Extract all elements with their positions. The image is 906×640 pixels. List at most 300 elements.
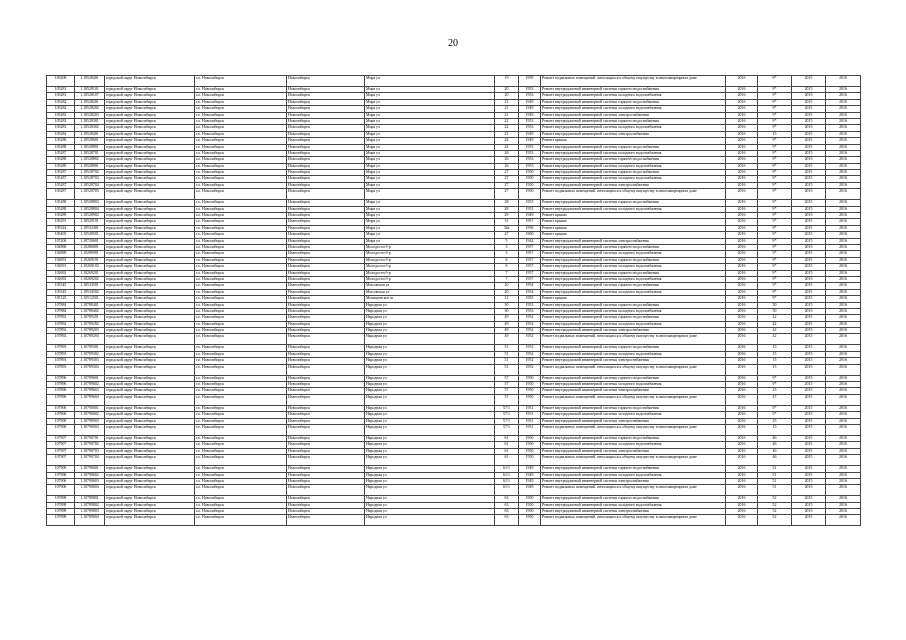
cell-built-year: 1957 [519,219,541,225]
cell-street: Мира ул [365,182,495,188]
cell-street: Мира ул [365,106,495,112]
cell-mark: 9* [758,200,792,206]
cell-work-type: Ремонт внутридомовой инженерной системы холодного водоснабжения [541,93,726,99]
cell-built-year: 1950 [519,502,541,508]
cell-street: Народная ул [365,502,495,508]
cell-id: 105282 [47,106,75,112]
cell-plan-year: 2016 [726,478,758,484]
cell-street: Мира ул [365,238,495,244]
cell-house: 63 [495,502,519,508]
cell-year-end: 2016 [826,296,861,302]
cell-code: 1.10789202 [75,321,105,327]
cell-year-end: 2016 [826,150,861,156]
cell-plan-year: 2016 [726,182,758,188]
cell-street: Народная ул [365,472,495,478]
cell-plan-year: 2016 [726,424,758,435]
cell-locality: Новосибирск [287,118,365,124]
cell-code: 1.10789603 [75,388,105,394]
cell-house: 49 [495,328,519,334]
cell-locality: Новосибирск [287,244,365,250]
cell-plan-year: 2016 [726,93,758,99]
cell-mark: 15 [758,364,792,375]
cell-year-start: 2015 [792,118,826,124]
cell-district: городской округ Новосибирск [105,334,195,345]
cell-built-year: 1952 [519,315,541,321]
cell-plan-year: 2016 [726,163,758,169]
cell-id: 105283 [47,125,75,131]
cell-year-start: 2015 [792,87,826,93]
cell-code: 1.10790601 [75,466,105,472]
cell-year-end: 2016 [826,244,861,250]
cell-built-year: 1944 [519,238,541,244]
cell-plan-year: 2016 [726,466,758,472]
cell-year-start: 2015 [792,144,826,150]
cell-code: 1.10790004 [75,424,105,435]
cell-mark: 47 [758,394,792,405]
cell-built-year: 1953 [519,144,541,150]
cell-year-start: 2015 [792,424,826,435]
cell-plan-year: 2016 [726,270,758,276]
cell-id: 105289 [47,213,75,219]
cell-code: 1.10790002 [75,412,105,418]
cell-mark: 51 [758,485,792,496]
cell-work-type: Ремонт внутридомовой инженерной системы горячего водоснабжения [541,315,726,321]
cell-year-end: 2016 [826,157,861,163]
cell-year-start: 2015 [792,388,826,394]
cell-work-type: Ремонт внутридомовой инженерной системы холодного водоснабжения [541,276,726,282]
cell-code: 1.10790701 [75,435,105,441]
cell-id: 102691 [47,257,75,263]
cell-house: 57/1 [495,424,519,435]
cell-built-year: 1960 [519,232,541,238]
cell-city: г.о. Новосибирск [195,435,287,441]
cell-built-year: 1950 [519,394,541,405]
cell-mark: 42 [758,334,792,345]
cell-built-year: 1957 [519,270,541,276]
cell-built-year: 1955 [519,296,541,302]
cell-year-start: 2015 [792,276,826,282]
cell-city: г.о. Новосибирск [195,244,287,250]
cell-city: г.о. Новосибирск [195,93,287,99]
cell-district: городской округ Новосибирск [105,515,195,526]
cell-work-type: Ремонт крыши [541,296,726,302]
cell-built-year: 1953 [519,163,541,169]
cell-mark: 42 [758,328,792,334]
cell-district: городской округ Новосибирск [105,170,195,176]
cell-year-end: 2016 [826,176,861,182]
cell-id: 107896 [47,382,75,388]
cell-year-end: 2016 [826,238,861,244]
cell-id: 105405 [47,232,75,238]
cell-plan-year: 2016 [726,106,758,112]
cell-year-end: 2016 [826,138,861,144]
cell-plan-year: 2016 [726,200,758,206]
cell-code: 1.10790603 [75,478,105,484]
cell-mark: 15 [758,345,792,351]
cell-house: 27 [495,176,519,182]
cell-city: г.о. Новосибирск [195,328,287,334]
cell-year-start: 2015 [792,485,826,496]
cell-plan-year: 2016 [726,99,758,105]
cell-work-type: Ремонт внутридомовой инженерной системы холодного водоснабжения [541,264,726,270]
cell-plan-year: 2016 [726,264,758,270]
cell-year-end: 2016 [826,264,861,270]
cell-locality: Новосибирск [287,99,365,105]
cell-house: 51 [495,351,519,357]
cell-year-start: 2015 [792,364,826,375]
cell-plan-year: 2016 [726,176,758,182]
cell-year-start: 2015 [792,455,826,466]
cell-year-start: 2015 [792,448,826,454]
table-row [47,455,861,466]
cell-district: городской округ Новосибирск [105,150,195,156]
cell-locality: Новосибирск [287,351,365,357]
cell-city: г.о. Новосибирск [195,502,287,508]
cell-locality: Новосибирск [287,112,365,118]
cell-year-end: 2016 [826,112,861,118]
cell-year-end: 2016 [826,382,861,388]
cell-built-year: 1950 [519,182,541,188]
cell-locality: Новосибирск [287,375,365,381]
cell-work-type: Ремонт внутридомовой инженерной системы холодного водоснабжения [541,206,726,212]
cell-built-year: 1951 [519,405,541,411]
cell-house: 49 [495,334,519,345]
cell-mark: 42 [758,315,792,321]
cell-year-end: 2016 [826,182,861,188]
cell-year-start: 2015 [792,435,826,441]
cell-district: городской округ Новосибирск [105,144,195,150]
cell-district: городской округ Новосибирск [105,388,195,394]
cell-street: Мочищенское ш [365,296,495,302]
cell-street: Народная ул [365,334,495,345]
cell-year-start: 2015 [792,219,826,225]
cell-built-year: 1953 [519,125,541,131]
cell-year-end: 2016 [826,485,861,496]
cell-year-start: 2015 [792,418,826,424]
cell-locality: Новосибирск [287,302,365,308]
cell-plan-year: 2016 [726,315,758,321]
cell-id: 105283 [47,118,75,124]
cell-work-type: Ремонт внутридомовой инженерной системы электроснабжения [541,358,726,364]
cell-built-year: 1950 [519,388,541,394]
cell-mark: 46 [758,435,792,441]
cell-code: 1.10790602 [75,472,105,478]
table-body [47,76,861,526]
cell-locality: Новосибирск [287,232,365,238]
cell-work-type: Ремонт внутридомовой инженерной системы холодного водоснабжения [541,382,726,388]
cell-city: г.о. Новосибирск [195,485,287,496]
cell-year-start: 2015 [792,496,826,502]
cell-locality: Новосибирск [287,176,365,182]
cell-year-end: 2016 [826,509,861,515]
cell-district: городской округ Новосибирск [105,213,195,219]
cell-house: 30 [495,302,519,308]
cell-street: Народная ул [365,424,495,435]
cell-built-year: 1949 [519,466,541,472]
cell-district: городской округ Новосибирск [105,435,195,441]
cell-street: Народная ул [365,496,495,502]
cell-code: 1.10528704 [75,182,105,188]
cell-house: 3 [495,244,519,250]
cell-work-type: Ремонт внутридомовой инженерной системы электроснабжения [541,478,726,484]
cell-work-type: Ремонт внутридомовой инженерной системы холодного водоснабжения [541,150,726,156]
table-row [47,334,861,345]
cell-year-end: 2016 [826,472,861,478]
cell-city: г.о. Новосибирск [195,125,287,131]
cell-locality: Новосибирск [287,163,365,169]
cell-district: городской округ Новосибирск [105,163,195,169]
cell-street: Мира ул [365,200,495,206]
cell-year-end: 2016 [826,87,861,93]
cell-id: 107896 [47,394,75,405]
cell-house: 7 [495,276,519,282]
cell-id: 107906 [47,478,75,484]
cell-built-year: 1950 [519,442,541,448]
cell-year-end: 2016 [826,125,861,131]
cell-plan-year: 2016 [726,219,758,225]
cell-mark: 9* [758,138,792,144]
cell-year-start: 2015 [792,405,826,411]
cell-city: г.о. Новосибирск [195,144,287,150]
cell-plan-year: 2016 [726,257,758,263]
cell-city: г.о. Новосибирск [195,418,287,424]
cell-year-start: 2015 [792,296,826,302]
cell-built-year: 1953 [519,93,541,99]
cell-work-type: Ремонт внутридомовой инженерной системы горячего водоснабжения [541,157,726,163]
cell-code: 1.10269102 [75,264,105,270]
cell-built-year: 1951 [519,424,541,435]
cell-year-end: 2016 [826,163,861,169]
cell-street: Народная ул [365,466,495,472]
cell-plan-year: 2016 [726,418,758,424]
cell-year-start: 2015 [792,264,826,270]
cell-mark: 23 [758,388,792,394]
cell-year-start: 2015 [792,283,826,289]
cell-street: Мира ул [365,189,495,200]
cell-year-end: 2016 [826,351,861,357]
cell-work-type: Ремонт внутридомовой инженерной системы холодного водоснабжения [541,321,726,327]
cell-locality: Новосибирск [287,424,365,435]
cell-plan-year: 2016 [726,351,758,357]
cell-mark: 9* [758,375,792,381]
cell-year-end: 2016 [826,144,861,150]
cell-mark: 25 [758,418,792,424]
cell-plan-year: 2016 [726,238,758,244]
cell-street: Народная ул [365,308,495,314]
cell-work-type: Ремонт внутридомовой инженерной системы электроснабжения [541,182,726,188]
cell-year-end: 2016 [826,118,861,124]
cell-house: 6 [495,264,519,270]
cell-year-end: 2016 [826,219,861,225]
cell-plan-year: 2016 [726,485,758,496]
cell-district: городской округ Новосибирск [105,99,195,105]
cell-id: 107892 [47,321,75,327]
cell-street: Молодости б-р [365,276,495,282]
cell-mark: 9* [758,189,792,200]
cell-work-type: Ремонт внутридомовой инженерной системы холодного водоснабжения [541,502,726,508]
cell-built-year: 1950 [519,176,541,182]
cell-mark: 9* [758,76,792,87]
cell-code: 1.10269101 [75,257,105,263]
cell-built-year: 1953 [519,200,541,206]
cell-id: 107206 [47,238,75,244]
cell-city: г.о. Новосибирск [195,112,287,118]
cell-id: 105287 [47,182,75,188]
cell-mark: 9* [758,276,792,282]
cell-year-end: 2016 [826,328,861,334]
cell-district: городской округ Новосибирск [105,472,195,478]
cell-built-year: 1953 [519,308,541,314]
cell-district: городской округ Новосибирск [105,200,195,206]
cell-id: 107900 [47,424,75,435]
cell-id: 107896 [47,388,75,394]
cell-work-type: Ремонт внутридомовой инженерной системы горячего водоснабжения [541,435,726,441]
cell-year-start: 2015 [792,308,826,314]
cell-built-year: 1950 [519,189,541,200]
cell-year-start: 2015 [792,394,826,405]
cell-year-start: 2015 [792,189,826,200]
cell-plan-year: 2016 [726,388,758,394]
cell-year-start: 2015 [792,351,826,357]
cell-code: 1.10789602 [75,382,105,388]
cell-district: городской округ Новосибирск [105,76,195,87]
table-row [47,485,861,496]
cell-house: 21 [495,106,519,112]
cell-plan-year: 2016 [726,334,758,345]
cell-plan-year: 2016 [726,144,758,150]
cell-mark: 46 [758,442,792,448]
cell-year-start: 2015 [792,412,826,418]
cell-street: Молодости б-р [365,257,495,263]
cell-mark: 9* [758,93,792,99]
cell-work-type: Ремонт подвальных помещений, относящихся к общему имуществу в многоквартирном доме [541,394,726,405]
cell-built-year: 1950 [519,496,541,502]
cell-plan-year: 2016 [726,150,758,156]
cell-plan-year: 2016 [726,502,758,508]
cell-city: г.о. Новосибирск [195,302,287,308]
cell-year-end: 2016 [826,283,861,289]
cell-id: 105125 [47,296,75,302]
cell-code: 1.10790704 [75,455,105,466]
cell-work-type: Ремонт внутридомовой инженерной системы горячего водоснабжения [541,118,726,124]
cell-city: г.о. Новосибирск [195,150,287,156]
cell-district: городской округ Новосибирск [105,455,195,466]
cell-house: 21 [495,99,519,105]
cell-city: г.о. Новосибирск [195,213,287,219]
cell-code: 1.10528802 [75,157,105,163]
cell-plan-year: 2016 [726,358,758,364]
cell-locality: Новосибирск [287,289,365,295]
cell-locality: Новосибирск [287,472,365,478]
cell-street: Мира ул [365,219,495,225]
cell-house: 51 [495,358,519,364]
cell-built-year: 1949 [519,112,541,118]
cell-plan-year: 2016 [726,276,758,282]
cell-locality: Новосибирск [287,308,365,314]
cell-year-end: 2016 [826,321,861,327]
cell-locality: Новосибирск [287,478,365,484]
cell-mark: 46 [758,448,792,454]
cell-locality: Новосибирск [287,251,365,257]
cell-built-year: 1952 [519,328,541,334]
cell-id: 107898 [47,502,75,508]
cell-plan-year: 2016 [726,118,758,124]
cell-locality: Новосибирск [287,466,365,472]
cell-house: 24 [495,138,519,144]
cell-locality: Новосибирск [287,76,365,87]
cell-city: г.о. Новосибирск [195,200,287,206]
cell-mark: 9* [758,251,792,257]
cell-street: Мира ул [365,76,495,87]
cell-street: Народная ул [365,302,495,308]
cell-code: 1.10789301 [75,345,105,351]
cell-year-end: 2016 [826,308,861,314]
cell-street: Народная ул [365,515,495,526]
cell-code: 1.10529101 [75,219,105,225]
cell-plan-year: 2016 [726,509,758,515]
cell-year-end: 2016 [826,478,861,484]
cell-mark: 52 [758,496,792,502]
cell-year-end: 2016 [826,424,861,435]
cell-code: 1.10528601 [75,138,105,144]
cell-code: 1.10790001 [75,405,105,411]
cell-year-end: 2016 [826,270,861,276]
cell-house: 47 [495,232,519,238]
cell-built-year: 1953 [519,206,541,212]
cell-year-end: 2016 [826,289,861,295]
cell-work-type: Ремонт внутридомовой инженерной системы холодного водоснабжения [541,163,726,169]
cell-work-type: Ремонт внутридомовой инженерной системы электроснабжения [541,418,726,424]
cell-id: 105287 [47,150,75,156]
cell-mark: 50 [758,302,792,308]
cell-id: 107893 [47,364,75,375]
cell-city: г.о. Новосибирск [195,238,287,244]
cell-work-type: Ремонт внутридомовой инженерной системы горячего водоснабжения [541,302,726,308]
cell-work-type: Ремонт внутридомовой инженерной системы горячего водоснабжения [541,99,726,105]
cell-id: 107893 [47,351,75,357]
cell-code: 1.10528401 [75,76,105,87]
cell-plan-year: 2016 [726,442,758,448]
cell-year-end: 2016 [826,170,861,176]
cell-street: Народная ул [365,382,495,388]
cell-district: городской округ Новосибирск [105,251,195,257]
cell-district: городской округ Новосибирск [105,189,195,200]
cell-house: 63 [495,496,519,502]
cell-work-type: Ремонт внутридомовой инженерной системы холодного водоснабжения [541,176,726,182]
cell-id: 105284 [47,131,75,137]
cell-plan-year: 2016 [726,515,758,526]
cell-code: 1.10512501 [75,296,105,302]
cell-year-start: 2015 [792,138,826,144]
cell-locality: Новосибирск [287,485,365,496]
cell-work-type: Ремонт внутридомовой инженерной системы холодного водоснабжения [541,442,726,448]
cell-plan-year: 2016 [726,472,758,478]
cell-street: Молодости б-р [365,270,495,276]
cell-year-end: 2016 [826,76,861,87]
cell-city: г.о. Новосибирск [195,405,287,411]
cell-work-type: Ремонт внутридомовой инженерной системы горячего водоснабжения [541,244,726,250]
cell-district: городской округ Новосибирск [105,138,195,144]
cell-plan-year: 2016 [726,308,758,314]
cell-street: Мира ул [365,112,495,118]
cell-district: городской округ Новосибирск [105,442,195,448]
cell-code: 1.10789204 [75,334,105,345]
cell-plan-year: 2016 [726,87,758,93]
cell-mark: 9* [758,219,792,225]
cell-city: г.о. Новосибирск [195,118,287,124]
cell-year-end: 2016 [826,442,861,448]
cell-code: 1.10789601 [75,375,105,381]
